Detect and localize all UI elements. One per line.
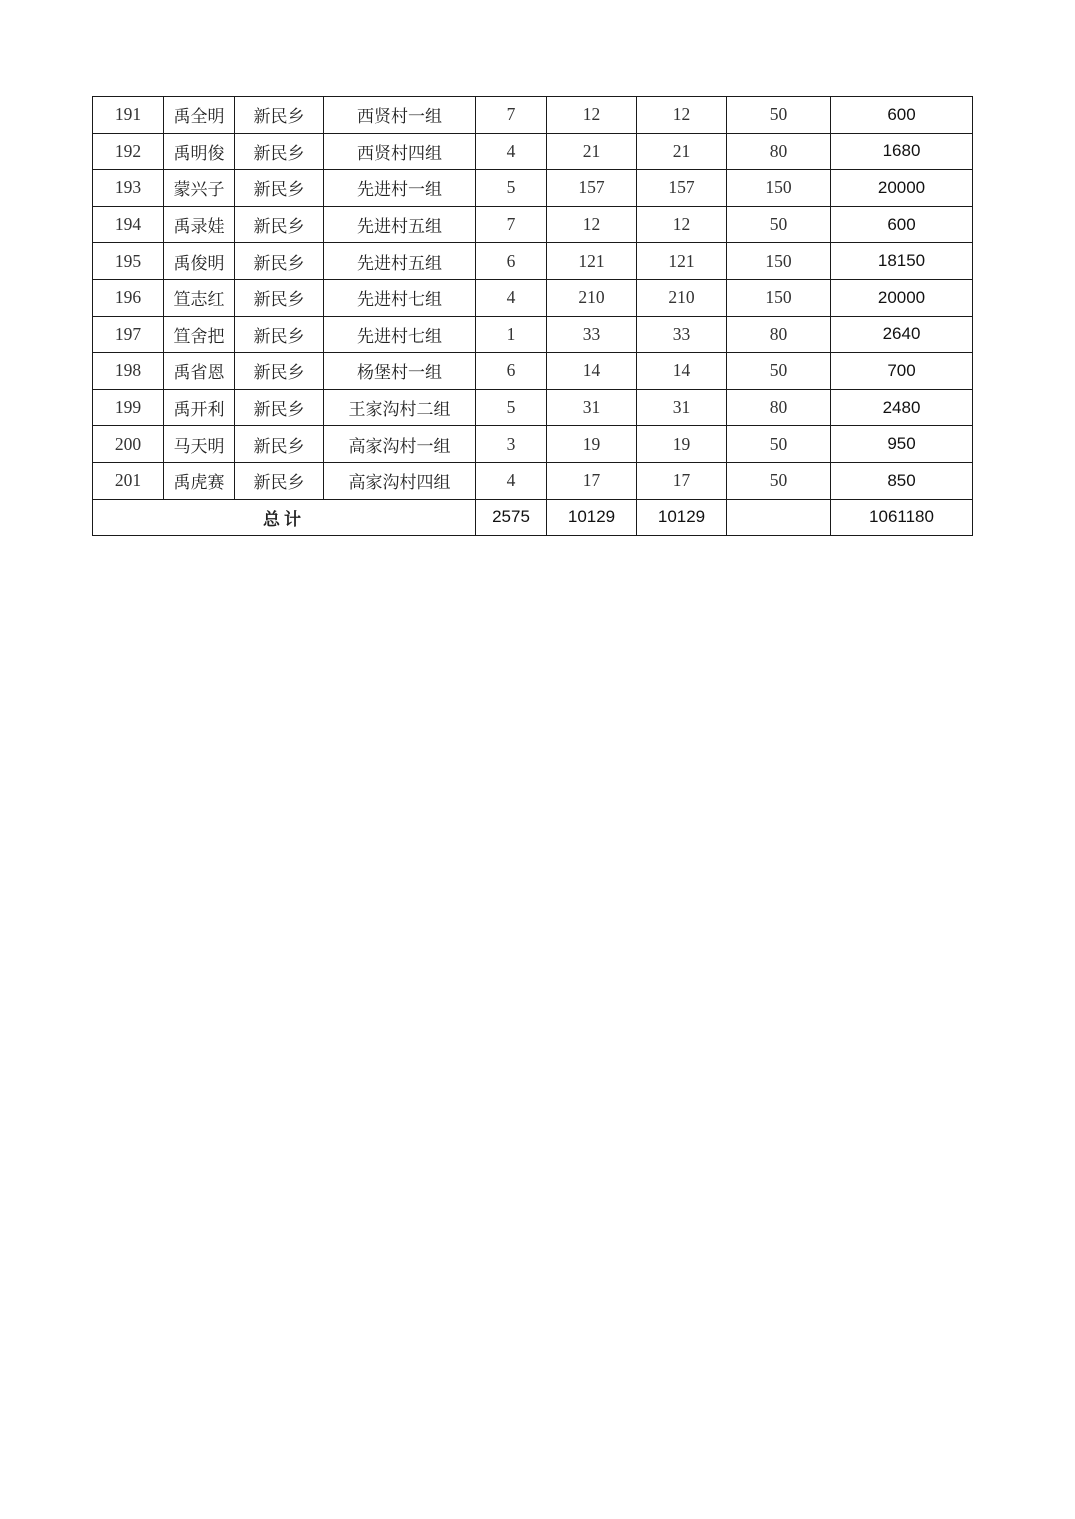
cell-village-group: 先进村五组 [324, 243, 476, 280]
table-row [93, 170, 973, 207]
cell-village-group: 先进村七组 [324, 316, 476, 353]
total-amount: 1061180 [831, 499, 973, 536]
total-rate [727, 499, 831, 536]
cell-quantity: 19 [547, 426, 637, 463]
cell-township: 新民乡 [235, 97, 324, 134]
cell-village-group: 西贤村四组 [324, 133, 476, 170]
total-quantity-confirmed: 10129 [637, 499, 727, 536]
cell-serial-number: 194 [93, 206, 164, 243]
cell-township: 新民乡 [235, 279, 324, 316]
cell-persons: 4 [476, 462, 547, 499]
cell-name: 禹开利 [164, 389, 235, 426]
cell-persons: 3 [476, 426, 547, 463]
cell-quantity-confirmed: 121 [637, 243, 727, 280]
cell-quantity: 121 [547, 243, 637, 280]
table-row [93, 389, 973, 426]
cell-persons: 1 [476, 316, 547, 353]
cell-village-group: 先进村一组 [324, 170, 476, 207]
cell-persons: 7 [476, 97, 547, 134]
total-row [93, 499, 973, 536]
table-row [93, 279, 973, 316]
cell-township: 新民乡 [235, 133, 324, 170]
cell-village-group: 西贤村一组 [324, 97, 476, 134]
cell-name: 笪志红 [164, 279, 235, 316]
cell-amount: 600 [831, 206, 973, 243]
cell-rate: 50 [727, 426, 831, 463]
cell-rate: 50 [727, 206, 831, 243]
cell-township: 新民乡 [235, 316, 324, 353]
cell-village-group: 高家沟村四组 [324, 462, 476, 499]
cell-serial-number: 192 [93, 133, 164, 170]
cell-persons: 6 [476, 353, 547, 390]
cell-township: 新民乡 [235, 353, 324, 390]
cell-village-group: 杨堡村一组 [324, 353, 476, 390]
cell-quantity-confirmed: 14 [637, 353, 727, 390]
table-row [93, 426, 973, 463]
cell-persons: 4 [476, 279, 547, 316]
cell-amount: 950 [831, 426, 973, 463]
cell-quantity-confirmed: 210 [637, 279, 727, 316]
cell-amount: 20000 [831, 279, 973, 316]
cell-quantity-confirmed: 12 [637, 206, 727, 243]
cell-amount: 18150 [831, 243, 973, 280]
cell-quantity-confirmed: 157 [637, 170, 727, 207]
cell-quantity: 14 [547, 353, 637, 390]
cell-serial-number: 199 [93, 389, 164, 426]
cell-name: 禹俊明 [164, 243, 235, 280]
cell-village-group: 先进村七组 [324, 279, 476, 316]
cell-rate: 50 [727, 353, 831, 390]
cell-serial-number: 197 [93, 316, 164, 353]
cell-persons: 5 [476, 389, 547, 426]
cell-township: 新民乡 [235, 426, 324, 463]
cell-quantity: 17 [547, 462, 637, 499]
cell-name: 马天明 [164, 426, 235, 463]
cell-quantity-confirmed: 19 [637, 426, 727, 463]
cell-quantity: 31 [547, 389, 637, 426]
cell-quantity: 21 [547, 133, 637, 170]
cell-persons: 7 [476, 206, 547, 243]
cell-serial-number: 193 [93, 170, 164, 207]
total-quantity: 10129 [547, 499, 637, 536]
cell-township: 新民乡 [235, 243, 324, 280]
cell-amount: 600 [831, 97, 973, 134]
table-row [93, 206, 973, 243]
cell-quantity-confirmed: 33 [637, 316, 727, 353]
cell-quantity-confirmed: 12 [637, 97, 727, 134]
cell-township: 新民乡 [235, 206, 324, 243]
cell-village-group: 先进村五组 [324, 206, 476, 243]
table-row [93, 316, 973, 353]
cell-amount: 20000 [831, 170, 973, 207]
cell-serial-number: 198 [93, 353, 164, 390]
cell-quantity: 157 [547, 170, 637, 207]
cell-name: 笪舍把 [164, 316, 235, 353]
cell-rate: 150 [727, 279, 831, 316]
cell-quantity-confirmed: 21 [637, 133, 727, 170]
cell-quantity-confirmed: 31 [637, 389, 727, 426]
cell-village-group: 王家沟村二组 [324, 389, 476, 426]
cell-serial-number: 191 [93, 97, 164, 134]
table-row [93, 243, 973, 280]
cell-serial-number: 200 [93, 426, 164, 463]
subsidy-table [92, 96, 973, 536]
cell-persons: 4 [476, 133, 547, 170]
table-row [93, 97, 973, 134]
cell-amount: 850 [831, 462, 973, 499]
cell-rate: 150 [727, 243, 831, 280]
cell-rate: 80 [727, 133, 831, 170]
cell-serial-number: 195 [93, 243, 164, 280]
total-persons: 2575 [476, 499, 547, 536]
table-body [93, 97, 973, 536]
cell-name: 禹省恩 [164, 353, 235, 390]
cell-amount: 700 [831, 353, 973, 390]
cell-persons: 5 [476, 170, 547, 207]
cell-township: 新民乡 [235, 462, 324, 499]
table-row [93, 133, 973, 170]
cell-name: 禹录娃 [164, 206, 235, 243]
table-row [93, 462, 973, 499]
cell-township: 新民乡 [235, 389, 324, 426]
total-label: 总计 [93, 499, 476, 536]
cell-rate: 150 [727, 170, 831, 207]
table-row [93, 353, 973, 390]
cell-serial-number: 196 [93, 279, 164, 316]
cell-township: 新民乡 [235, 170, 324, 207]
cell-rate: 50 [727, 462, 831, 499]
cell-serial-number: 201 [93, 462, 164, 499]
cell-quantity: 12 [547, 206, 637, 243]
cell-quantity-confirmed: 17 [637, 462, 727, 499]
cell-name: 禹全明 [164, 97, 235, 134]
cell-quantity: 33 [547, 316, 637, 353]
cell-amount: 2640 [831, 316, 973, 353]
cell-rate: 80 [727, 389, 831, 426]
cell-quantity: 12 [547, 97, 637, 134]
cell-village-group: 高家沟村一组 [324, 426, 476, 463]
cell-name: 禹虎赛 [164, 462, 235, 499]
cell-name: 禹明俊 [164, 133, 235, 170]
cell-persons: 6 [476, 243, 547, 280]
cell-rate: 50 [727, 97, 831, 134]
cell-name: 蒙兴子 [164, 170, 235, 207]
cell-quantity: 210 [547, 279, 637, 316]
cell-amount: 1680 [831, 133, 973, 170]
cell-amount: 2480 [831, 389, 973, 426]
cell-rate: 80 [727, 316, 831, 353]
